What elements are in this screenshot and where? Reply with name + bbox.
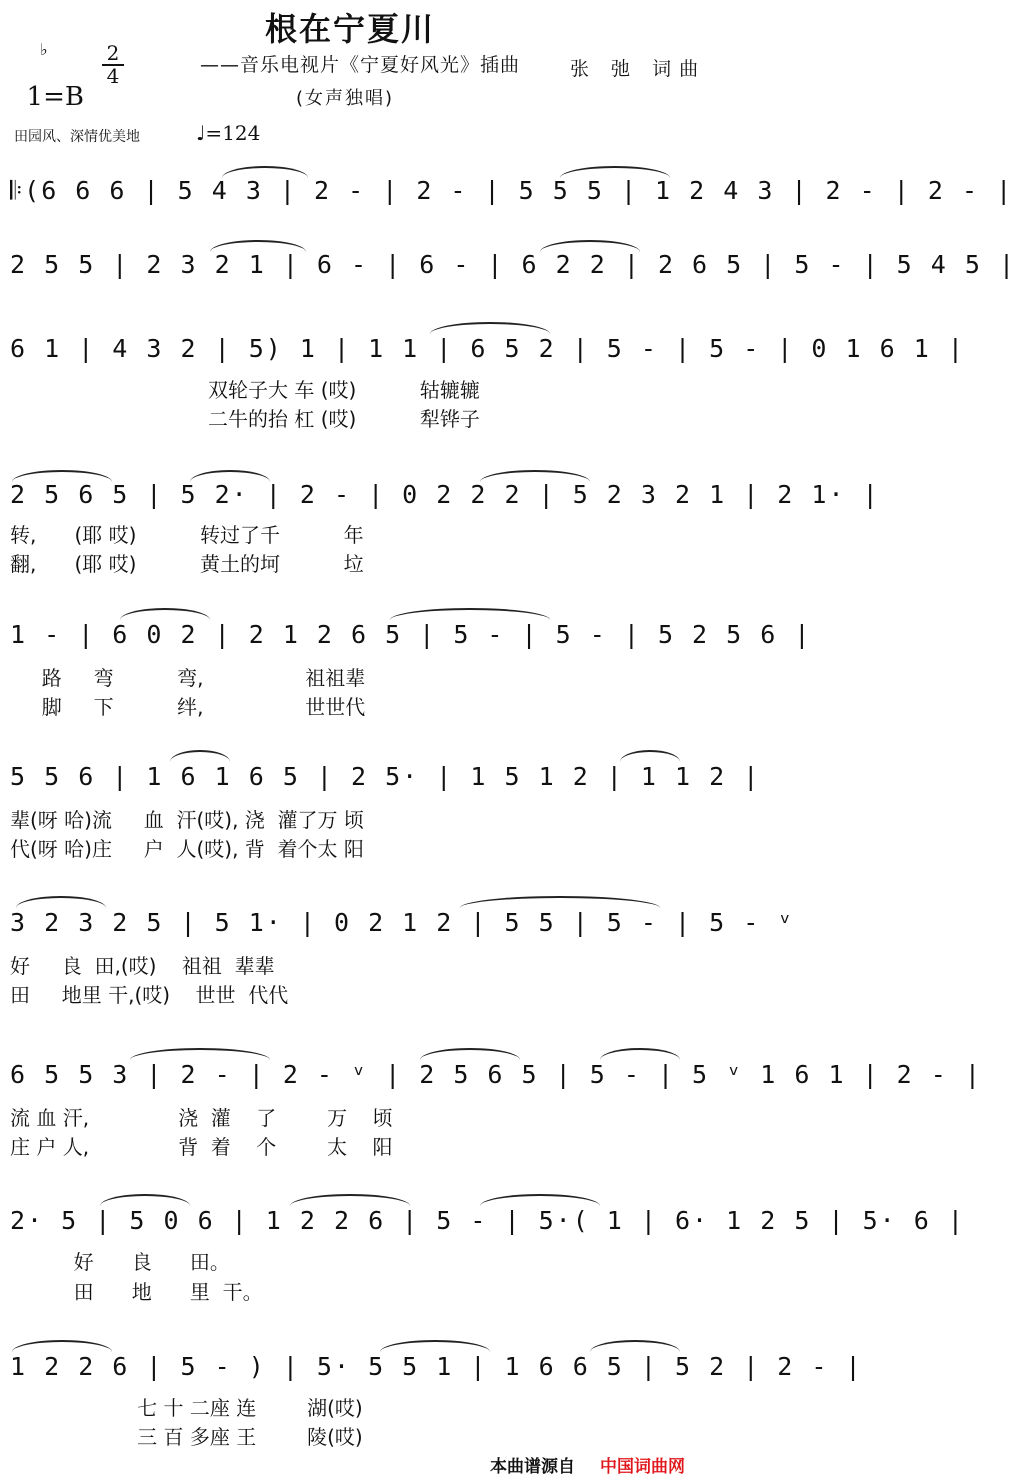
lyric-line-6b: 代(呀 哈)庄 户 人(哎), 背 着个太 阳 xyxy=(10,837,364,861)
slur-mark xyxy=(430,322,550,334)
notes-line-5: 1 - | 6 0 2 | 2 1 2 6 5 | 5 - | 5 - | 5 2 5 6 | xyxy=(10,620,812,649)
slur-mark xyxy=(620,750,680,762)
notes-line-3: 6 1 | 4 3 2 | 5) 1 | 1 1 | 6 5 2 | 5 - | 5 - | 0 1 6 1 | xyxy=(10,334,965,363)
slur-mark xyxy=(170,750,230,762)
footer-source-label: 本曲谱源自 xyxy=(490,1457,575,1477)
notes-line-6: 5 5 6 | 1 6 1 6 5 | 2 5· | 1 5 1 2 | 1 1 2 | xyxy=(10,762,761,791)
key-prefix: 1= xyxy=(26,82,65,112)
lyric-line-3a: 双轮子大 车 (哎) 轱辘辘 xyxy=(208,378,480,402)
lyric-line-7a: 好 良 田,(哎) 祖祖 辈辈 xyxy=(10,954,275,978)
slur-mark xyxy=(540,240,640,252)
lyric-line-5a: 路 弯 弯, 祖祖辈 xyxy=(10,666,366,690)
notes-line-7: 3 2 3 2 5 | 5 1· | 0 2 1 2 | 5 5 | 5 - | 5 - ᵛ xyxy=(10,908,795,937)
lyric-line-9b: 田 地 里 干。 xyxy=(10,1280,263,1304)
notes-line-2: 2 5 5 | 2 3 2 1 | 6 - | 6 - | 6 2 2 | 2 6 5 | 5 - | 5 4 5 | xyxy=(10,250,1016,279)
slur-mark xyxy=(190,470,270,482)
tempo-mark: ♩=124 xyxy=(196,121,261,145)
tempo-style: 田园风、深情优美地 xyxy=(14,129,140,145)
footer-site-link[interactable]: 中国词曲网 xyxy=(600,1457,685,1477)
slur-mark xyxy=(480,1194,600,1206)
page-title: 根在宁夏川 xyxy=(264,10,435,48)
flat-sign: ♭ xyxy=(40,40,48,59)
slur-mark xyxy=(12,1340,112,1352)
notes-line-10: 1 2 2 6 | 5 - ) | 5· 5 5 1 | 1 6 6 5 | 5 2 | 2 - | xyxy=(10,1352,863,1381)
slur-mark xyxy=(600,1048,680,1060)
notes-line-8: 6 5 5 3 | 2 - | 2 - ᵛ | 2 5 6 5 | 5 - | 5 ᵛ 1 6 1 | 2 - | xyxy=(10,1060,982,1089)
slur-mark xyxy=(480,470,590,482)
lyric-line-10a: 七 十 二座 连 湖(哎) xyxy=(10,1396,363,1420)
lyric-line-5b: 脚 下 绊, 世世代 xyxy=(10,695,366,719)
lyric-line-9a: 好 良 田。 xyxy=(10,1250,230,1274)
lyric-line-3b: 二牛的抬 杠 (哎) 犁铧子 xyxy=(208,407,480,431)
composer: 张 弛 词曲 xyxy=(570,58,707,80)
time-numerator: 2 xyxy=(106,41,120,65)
slur-mark xyxy=(590,1340,680,1352)
slur-mark xyxy=(560,166,670,178)
slur-mark xyxy=(16,896,106,908)
slur-mark xyxy=(390,608,550,620)
slur-mark xyxy=(222,166,308,178)
subtitle: ——音乐电视片《宁夏好风光》插曲 xyxy=(200,54,521,76)
slur-mark xyxy=(120,608,210,620)
lyric-line-8a: 流 血 汗, 浇 灌 了 万 顷 xyxy=(10,1106,393,1130)
notes-line-1: 𝄆(6 6 6 | 5 4 3 | 2 - | 2 - | 5 5 5 | 1 2 4 3 | 2 - | 2 - | xyxy=(10,176,1014,205)
slur-mark xyxy=(12,470,112,482)
voice-type: (女声独唱) xyxy=(296,88,395,109)
slur-mark xyxy=(100,1194,190,1206)
lyric-line-4b: 翻, (耶 哎) 黄土的坷 垃 xyxy=(10,552,364,576)
lyric-line-8b: 庄 户 人, 背 着 个 太 阳 xyxy=(10,1135,393,1159)
time-denominator: 4 xyxy=(106,64,120,88)
lyric-line-4a: 转, (耶 哎) 转过了千 年 xyxy=(10,523,364,547)
lyric-line-7b: 田 地里 干,(哎) 世世 代代 xyxy=(10,983,289,1007)
time-signature xyxy=(102,41,124,88)
slur-mark xyxy=(210,240,306,252)
key-signature xyxy=(10,52,84,112)
lyric-line-10b: 三 百 多座 王 陵(哎) xyxy=(10,1425,363,1449)
notes-line-4: 2 5 6 5 | 5 2· | 2 - | 0 2 2 2 | 5 2 3 2 1 | 2 1· | xyxy=(10,480,880,509)
slur-mark xyxy=(290,1194,410,1206)
slur-mark xyxy=(130,1048,270,1060)
lyric-line-6a: 辈(呀 哈)流 血 汗(哎), 浇 灌了万 顷 xyxy=(10,808,364,832)
slur-mark xyxy=(380,1340,490,1352)
slur-mark xyxy=(420,1048,520,1060)
notes-line-9: 2· 5 | 5 0 6 | 1 2 2 6 | 5 - | 5·( 1 | 6· 1 2 5 | 5· 6 | xyxy=(10,1206,965,1235)
slur-mark xyxy=(460,896,660,908)
key-note: B xyxy=(64,82,84,112)
